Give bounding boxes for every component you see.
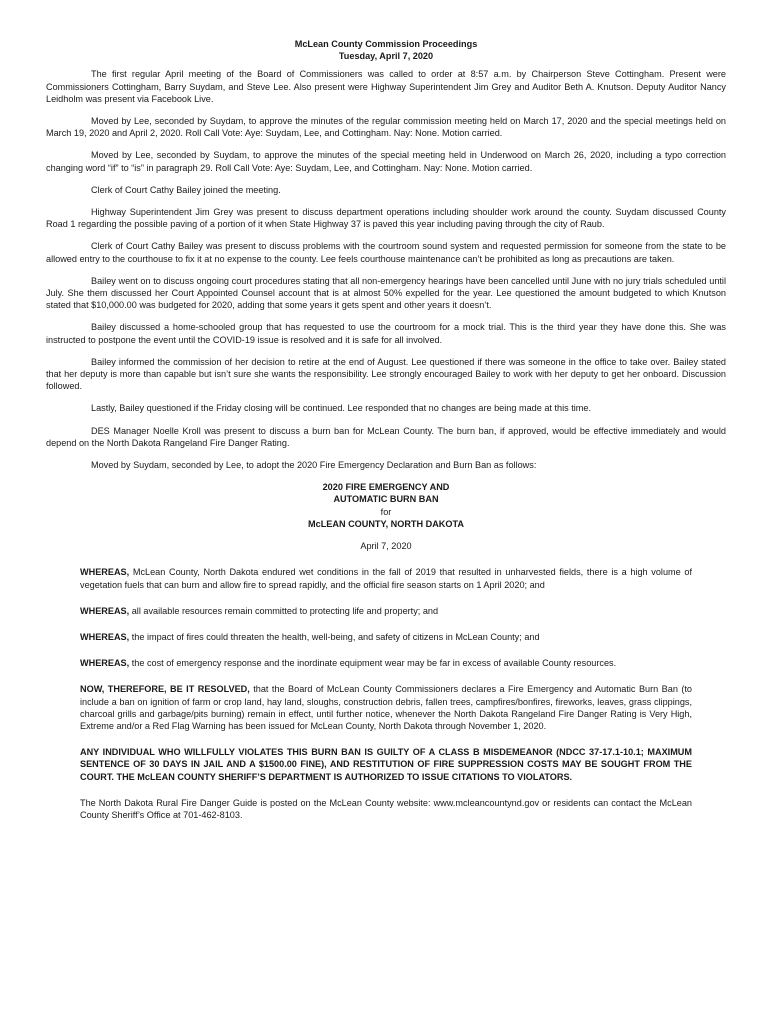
declaration-body: [46, 566, 726, 821]
declaration-heading-2: AUTOMATIC BURN BAN: [333, 494, 439, 505]
paragraph-highway: Highway Superintendent Jim Grey was present to discuss department operations including shoulder work around the county. Suydam discussed County Road 1 regarding the possible paving of a portion of it when State Highway 37 is paved this year including paving through the city of Raub.: [46, 207, 726, 230]
paragraph-clerk-joined: Clerk of Court Cathy Bailey joined the meeting.: [91, 184, 281, 195]
clause-whereas-2: WHEREAS, all available resources remain committed to protecting life and property; and: [80, 605, 439, 616]
declaration-heading-1: 2020 FIRE EMERGENCY AND: [322, 482, 450, 493]
declaration-date: April 7, 2020: [360, 541, 412, 552]
clause-resolved: NOW, THEREFORE, BE IT RESOLVED, that the Board of McLean County Commissioners declares a Fire Emergency and Automatic Burn Ban (to include a ban on ignition of farm or crop land, hay land, sloughs, construction debris, fallen trees, campfires/bonfires, fireworks, leaves, grass clippings, charcoal grills and garbage/pits burning) remain in effect, until further notice, whenever the North Dakota Rangeland Fire Danger Rating is Very High, Extreme and/or a Red Flag Warning has been issued for McLean County, North Dakota through November 1, 2020.: [80, 684, 693, 731]
paragraph-retirement: Bailey informed the commission of her decision to retire at the end of August. Lee questioned if there was someone in the office to take over. Bailey stated that her deputy is more than capable but isn’t sure she wants the responsibility. Lee strongly encouraged Bailey to work with her deputy to get her onboard. Discussion followed.: [46, 356, 726, 392]
paragraph-call-to-order: The first regular April meeting of the Board of Commissioners was called to order at 8:57 a.m. by Chairperson Steve Cottingham. Present were Commissioners Cottingham, Barry Suydam, and Steve Lee. Also present were Highway Superintendent Jim Grey and Auditor Beth A. Knutson. Deputy Auditor Nancy Leidholm was present via Facebook Live.: [46, 69, 726, 104]
paragraph-special-minutes: Moved by Lee, seconded by Suydam, to approve the minutes of the special meeting held in Underwood on March 26, 2020, including a typo correction changing word “if” to “is” in paragraph 29. Roll Call Vote: Aye: Suydam, Lee, and Cottingham. Nay: None. Motion carried.: [46, 150, 726, 173]
paragraph-motion-adopt: Moved by Suydam, seconded by Lee, to adopt the 2020 Fire Emergency Declaration and Burn Ban as follows:: [91, 460, 537, 471]
paragraph-mock-trial: Bailey discussed a home-schooled group that has requested to use the courtroom for a mock trial. This is the third year they have done this. She was instructed to postpone the event until the COVID-19 issue is resolved and it is safe for all involved.: [46, 322, 726, 345]
paragraph-sound-system: Clerk of Court Cathy Bailey was present to discuss problems with the courtroom sound system and requested permission for someone from the state to be allowed entry to the courthouse to fix it at no expense to the county. Lee feels courthouse maintenance can’t be prohibited as long as precautions are taken.: [46, 241, 726, 264]
document-date: Tuesday, April 7, 2020: [338, 51, 434, 62]
paragraph-friday-closing: Lastly, Bailey questioned if the Friday closing will be continued. Lee responded that no changes are being made at this time.: [91, 403, 591, 414]
paragraph-burn-ban-intro: DES Manager Noelle Kroll was present to discuss a burn ban for McLean County. The burn ban, if approved, would be effective immediately and would depend on the North Dakota Rangeland Fire Danger Rating.: [46, 425, 726, 448]
document-page: [46, 38, 726, 821]
document-title: McLean County Commission Proceedings: [294, 39, 478, 49]
clause-whereas-3: WHEREAS, the impact of fires could threaten the health, well-being, and safety of citizens in McLean County; and: [80, 631, 540, 642]
clause-whereas-4: WHEREAS, the cost of emergency response and the inordinate equipment wear may be far in excess of available County resources.: [80, 658, 617, 669]
declaration-heading-4: McLEAN COUNTY, NORTH DAKOTA: [308, 518, 464, 529]
declaration-heading-3: for: [380, 506, 392, 517]
paragraph-minutes-approval: Moved by Lee, seconded by Suydam, to approve the minutes of the regular commission meeting held on March 17, 2020 and the special meetings held on March 19, 2020 and April 2, 2020. Roll Call Vote: Aye: Suydam, Lee, and Cottingham. Nay: None. Motion carried.: [46, 116, 726, 139]
penalty-notice: ANY INDIVIDUAL WHO WILLFULLY VIOLATES THIS BURN BAN IS GUILTY OF A CLASS B MISDEMEANOR (NDCC 37-17.1-10.1; MAXIMUM SENTENCE OF 30 DAYS IN JAIL AND A $1500.00 FINE), AND RESTITUTION OF FIRE SUPPRESSION COSTS MAY BE SOUGHT FROM THE COURT. THE McLEAN COUNTY SHERIFF’S DEPARTMENT IS AUTHORIZED TO ISSUE CITATIONS TO VIOLATORS.: [80, 747, 692, 782]
paragraph-court-procedures: Bailey went on to discuss ongoing court procedures stating that all non-emergency hearings have been cancelled until June with no jury trials scheduled until July. She them discussed her Court Appointed Counsel account that is at almost 50% expelled for the year. Lee questioned the amount budgeted to which Knutson stated that $10,000.00 was budgeted for 2020, adding that some years it gets spent and other years it doesn’t.: [46, 275, 726, 311]
closing-contact: The North Dakota Rural Fire Danger Guide is posted on the McLean County website: www.mcleancountynd.gov or residents can contact the McLean County Sheriff’s Office at 701-462-8103.: [80, 797, 692, 820]
clause-whereas-1: WHEREAS, McLean County, North Dakota endured wet conditions in the fall of 2019 that resulted in unharvested fields, there is a high volume of vegetation fuels that can burn and allow fire to spread rapidly, and the official fire season starts on 1 April 2020; and: [80, 567, 692, 590]
